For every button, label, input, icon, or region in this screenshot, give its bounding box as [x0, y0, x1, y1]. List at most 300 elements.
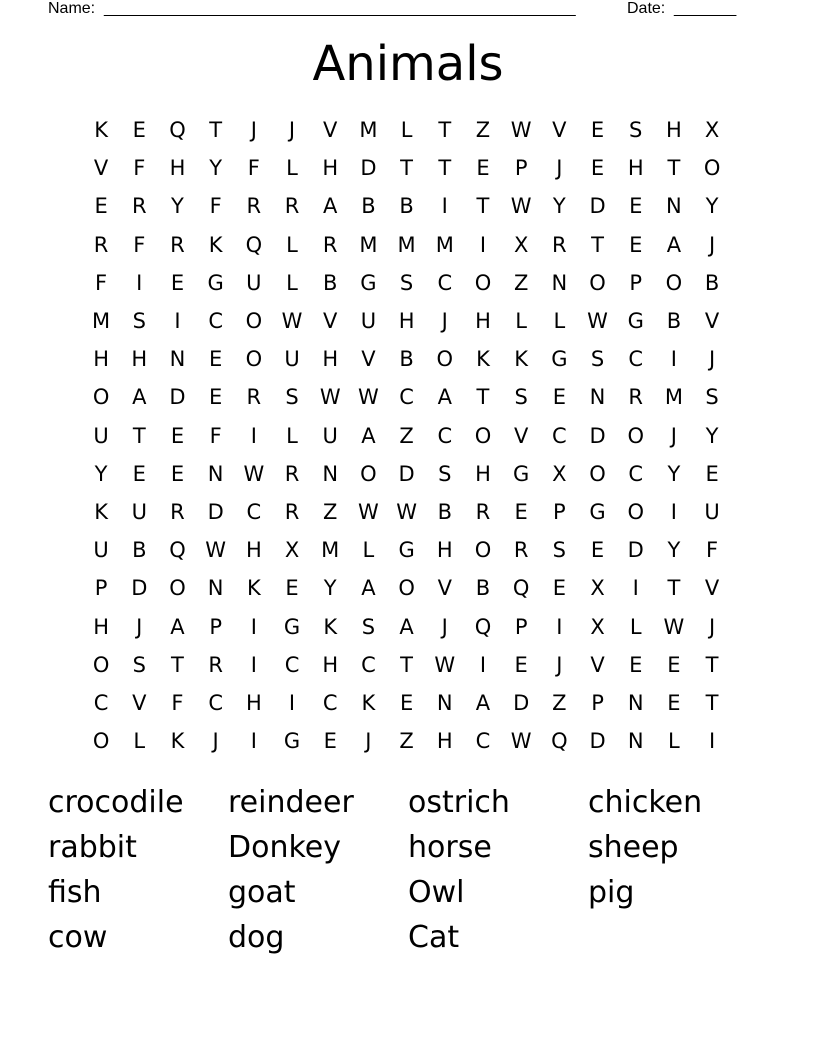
- word-list-item: rabbit: [48, 830, 137, 865]
- grid-letter[interactable]: O: [474, 423, 492, 448]
- grid-letter[interactable]: N: [627, 690, 644, 715]
- grid-letter[interactable]: O: [245, 347, 263, 372]
- grid-letter[interactable]: C: [361, 652, 376, 677]
- grid-letter[interactable]: F: [209, 194, 222, 219]
- grid-letter[interactable]: T: [705, 652, 719, 677]
- grid-letter[interactable]: K: [323, 614, 338, 639]
- grid-letter[interactable]: I: [136, 270, 143, 295]
- grid-letter[interactable]: M: [321, 538, 340, 563]
- grid-letter[interactable]: A: [437, 385, 452, 410]
- grid-letter[interactable]: S: [438, 461, 452, 486]
- grid-letter[interactable]: F: [209, 423, 222, 448]
- grid-letter[interactable]: O: [589, 461, 606, 486]
- grid-letter[interactable]: C: [93, 690, 109, 715]
- grid-letter[interactable]: W: [663, 614, 685, 639]
- grid-letter[interactable]: T: [705, 690, 719, 715]
- grid-letter[interactable]: J: [708, 232, 716, 257]
- grid-letter[interactable]: I: [250, 729, 257, 754]
- grid-letter[interactable]: U: [131, 499, 147, 524]
- grid-letter[interactable]: T: [667, 156, 681, 181]
- grid-letter[interactable]: K: [476, 347, 490, 372]
- grid-letter[interactable]: V: [323, 118, 338, 143]
- grid-letter[interactable]: B: [361, 194, 376, 219]
- grid-letter[interactable]: J: [365, 729, 372, 754]
- grid-letter[interactable]: O: [398, 576, 415, 601]
- grid-letter[interactable]: I: [441, 194, 448, 219]
- grid-letter[interactable]: R: [170, 232, 185, 257]
- grid-letter[interactable]: H: [131, 347, 148, 372]
- grid-letter[interactable]: P: [209, 614, 222, 639]
- grid-letter[interactable]: H: [169, 156, 186, 181]
- grid-letter[interactable]: C: [628, 347, 644, 372]
- grid-letter[interactable]: C: [208, 309, 223, 334]
- grid-letter[interactable]: J: [708, 347, 716, 372]
- grid-letter[interactable]: B: [704, 270, 720, 295]
- grid-letter[interactable]: R: [246, 194, 262, 219]
- grid-letter[interactable]: O: [360, 461, 377, 486]
- grid-letter[interactable]: J: [556, 156, 563, 181]
- grid-letter[interactable]: E: [629, 652, 643, 677]
- grid-letter[interactable]: C: [437, 423, 453, 448]
- grid-letter[interactable]: L: [400, 118, 413, 143]
- grid-letter[interactable]: J: [212, 729, 219, 754]
- grid-letter[interactable]: R: [284, 194, 300, 219]
- grid-letter[interactable]: O: [589, 270, 606, 295]
- grid-letter[interactable]: H: [322, 347, 339, 372]
- date-field[interactable]: _______: [674, 0, 737, 17]
- grid-letter[interactable]: N: [666, 194, 682, 219]
- grid-row: [82, 302, 731, 340]
- grid-letter[interactable]: L: [286, 270, 298, 295]
- grid-letter[interactable]: O: [665, 270, 683, 295]
- grid-letter[interactable]: V: [93, 156, 109, 181]
- grid-letter[interactable]: N: [589, 385, 606, 410]
- grid-letter[interactable]: G: [283, 614, 301, 639]
- grid-letter[interactable]: J: [670, 423, 677, 448]
- grid-letter[interactable]: I: [288, 690, 296, 715]
- grid-letter[interactable]: M: [359, 118, 378, 143]
- grid-letter[interactable]: J: [288, 118, 296, 143]
- grid-letter[interactable]: K: [514, 347, 529, 372]
- grid-letter[interactable]: E: [552, 576, 566, 601]
- grid-letter[interactable]: W: [587, 309, 608, 334]
- grid-letter[interactable]: S: [399, 270, 414, 295]
- grid-letter[interactable]: X: [704, 118, 720, 143]
- grid-letter[interactable]: A: [666, 232, 682, 257]
- grid-letter[interactable]: L: [668, 729, 680, 754]
- grid-letter[interactable]: N: [436, 690, 453, 715]
- grid-letter[interactable]: E: [629, 194, 643, 219]
- grid-letter[interactable]: H: [93, 614, 109, 639]
- grid-letter[interactable]: U: [284, 347, 300, 372]
- grid-letter[interactable]: N: [322, 461, 339, 486]
- grid-letter[interactable]: H: [322, 156, 339, 181]
- grid-letter[interactable]: B: [437, 499, 452, 524]
- grid-letter[interactable]: V: [323, 309, 338, 334]
- grid-letter[interactable]: Y: [323, 576, 337, 601]
- grid-letter[interactable]: O: [474, 270, 492, 295]
- grid-letter[interactable]: S: [132, 652, 146, 677]
- grid-letter[interactable]: E: [399, 690, 414, 715]
- grid-letter[interactable]: J: [441, 309, 448, 334]
- grid-letter[interactable]: Q: [551, 729, 568, 754]
- grid-letter[interactable]: E: [170, 461, 185, 486]
- grid-letter[interactable]: H: [398, 309, 415, 334]
- grid-letter[interactable]: O: [92, 652, 110, 677]
- grid-letter[interactable]: P: [514, 156, 528, 181]
- grid-letter[interactable]: I: [708, 729, 716, 754]
- grid-letter[interactable]: Y: [705, 423, 719, 448]
- grid-letter[interactable]: W: [243, 461, 265, 486]
- grid-letter[interactable]: F: [706, 538, 719, 563]
- grid-letter[interactable]: I: [479, 232, 487, 257]
- grid-letter[interactable]: W: [510, 729, 532, 754]
- grid-letter[interactable]: T: [171, 652, 184, 677]
- grid-letter[interactable]: F: [247, 156, 260, 181]
- grid-letter[interactable]: P: [94, 576, 108, 601]
- grid-letter[interactable]: D: [513, 690, 530, 715]
- grid-letter[interactable]: A: [361, 423, 376, 448]
- grid-letter[interactable]: Z: [399, 729, 414, 754]
- grid-row: [82, 340, 731, 378]
- grid-letter[interactable]: W: [281, 309, 303, 334]
- grid-letter[interactable]: L: [286, 156, 298, 181]
- grid-letter[interactable]: C: [399, 385, 414, 410]
- grid-letter[interactable]: A: [361, 576, 376, 601]
- grid-letter[interactable]: B: [323, 270, 338, 295]
- grid-letter[interactable]: U: [360, 309, 377, 334]
- grid-letter[interactable]: P: [591, 690, 604, 715]
- grid-letter[interactable]: W: [358, 385, 379, 410]
- grid-letter[interactable]: V: [513, 423, 529, 448]
- grid-letter[interactable]: Y: [667, 538, 681, 563]
- grid-letter[interactable]: B: [132, 538, 147, 563]
- name-field[interactable]: _____________________________________________________: [104, 0, 576, 17]
- grid-letter[interactable]: I: [250, 614, 257, 639]
- grid-letter[interactable]: G: [551, 347, 568, 372]
- grid-letter[interactable]: X: [552, 461, 567, 486]
- grid-letter[interactable]: W: [510, 194, 532, 219]
- grid-letter[interactable]: V: [590, 652, 605, 677]
- grid-letter[interactable]: G: [513, 461, 530, 486]
- grid-letter[interactable]: D: [627, 538, 644, 563]
- grid-letter[interactable]: M: [359, 232, 378, 257]
- grid-letter[interactable]: H: [93, 347, 109, 372]
- grid-letter[interactable]: E: [476, 156, 490, 181]
- grid-letter[interactable]: G: [207, 270, 224, 295]
- grid-letter[interactable]: K: [170, 729, 185, 754]
- grid-letter[interactable]: O: [627, 499, 644, 524]
- grid-letter[interactable]: L: [629, 614, 642, 639]
- grid-letter[interactable]: E: [590, 118, 605, 143]
- grid-letter[interactable]: P: [514, 614, 528, 639]
- grid-row: [82, 607, 731, 645]
- grid-letter[interactable]: H: [245, 538, 262, 563]
- grid-letter[interactable]: D: [169, 385, 186, 410]
- grid-letter[interactable]: A: [170, 614, 185, 639]
- word-list-item: horse: [408, 830, 492, 865]
- grid-letter[interactable]: E: [285, 576, 299, 601]
- grid-letter[interactable]: L: [286, 423, 298, 448]
- grid-letter[interactable]: E: [514, 652, 528, 677]
- grid-letter[interactable]: T: [400, 652, 413, 677]
- grid-letter[interactable]: D: [207, 499, 224, 524]
- grid-letter[interactable]: G: [398, 538, 415, 563]
- grid-letter[interactable]: Y: [209, 156, 223, 181]
- grid-letter[interactable]: O: [169, 576, 186, 601]
- grid-letter[interactable]: T: [667, 576, 681, 601]
- grid-letter[interactable]: G: [589, 499, 606, 524]
- grid-letter[interactable]: W: [396, 499, 417, 524]
- grid-letter[interactable]: Z: [513, 270, 529, 295]
- grid-letter[interactable]: T: [476, 194, 490, 219]
- grid-letter[interactable]: E: [705, 461, 719, 486]
- grid-letter[interactable]: E: [132, 461, 146, 486]
- grid-letter[interactable]: F: [133, 232, 146, 257]
- grid-letter[interactable]: W: [319, 385, 341, 410]
- grid-letter[interactable]: H: [436, 538, 453, 563]
- grid-letter[interactable]: M: [397, 232, 416, 257]
- grid-letter[interactable]: I: [556, 614, 563, 639]
- grid-letter[interactable]: U: [93, 423, 109, 448]
- grid-letter[interactable]: I: [632, 576, 639, 601]
- grid-row: [82, 149, 731, 187]
- grid-letter[interactable]: Z: [552, 690, 567, 715]
- grid-letter[interactable]: D: [589, 194, 606, 219]
- grid-letter[interactable]: H: [627, 156, 644, 181]
- grid-letter[interactable]: E: [667, 690, 681, 715]
- grid-letter[interactable]: S: [514, 385, 528, 410]
- grid-letter[interactable]: S: [361, 614, 376, 639]
- grid-letter[interactable]: R: [322, 232, 338, 257]
- grid-letter[interactable]: T: [400, 156, 413, 181]
- grid-letter[interactable]: C: [552, 423, 567, 448]
- grid-letter[interactable]: V: [552, 118, 567, 143]
- grid-letter[interactable]: Y: [94, 461, 108, 486]
- grid-letter[interactable]: C: [322, 690, 338, 715]
- grid-letter[interactable]: Q: [512, 576, 530, 601]
- grid-letter[interactable]: H: [475, 309, 491, 334]
- grid-letter[interactable]: X: [590, 614, 605, 639]
- grid-letter[interactable]: R: [246, 385, 262, 410]
- grid-letter[interactable]: O: [245, 309, 263, 334]
- grid-letter[interactable]: Y: [667, 461, 681, 486]
- grid-letter[interactable]: S: [132, 309, 146, 334]
- grid-letter[interactable]: W: [205, 538, 227, 563]
- grid-letter[interactable]: N: [551, 270, 568, 295]
- grid-row: [82, 646, 731, 684]
- grid-row: [82, 455, 731, 493]
- grid-letter[interactable]: W: [434, 652, 456, 677]
- grid-letter[interactable]: T: [438, 156, 452, 181]
- grid-letter[interactable]: H: [666, 118, 682, 143]
- grid-letter[interactable]: L: [515, 309, 527, 334]
- grid-letter[interactable]: P: [629, 270, 643, 295]
- grid-letter[interactable]: T: [476, 385, 490, 410]
- grid-letter[interactable]: Y: [171, 194, 184, 219]
- grid-letter[interactable]: M: [664, 385, 683, 410]
- grid-letter[interactable]: X: [513, 232, 529, 257]
- grid-letter[interactable]: B: [399, 194, 414, 219]
- grid-letter[interactable]: E: [94, 194, 108, 219]
- grid-letter[interactable]: R: [93, 232, 109, 257]
- grid-letter[interactable]: I: [670, 347, 677, 372]
- grid-letter[interactable]: S: [705, 385, 719, 410]
- grid-letter[interactable]: C: [284, 652, 300, 677]
- grid-letter[interactable]: V: [361, 347, 376, 372]
- grid-letter[interactable]: B: [399, 347, 414, 372]
- grid-letter[interactable]: R: [170, 499, 185, 524]
- grid-letter[interactable]: J: [708, 614, 716, 639]
- grid-letter[interactable]: P: [553, 499, 566, 524]
- grid-letter[interactable]: E: [552, 385, 566, 410]
- grid-letter[interactable]: V: [437, 576, 452, 601]
- grid-letter[interactable]: F: [171, 690, 184, 715]
- grid-letter[interactable]: W: [510, 118, 532, 143]
- grid-letter[interactable]: W: [358, 499, 379, 524]
- grid-letter[interactable]: G: [360, 270, 377, 295]
- grid-letter[interactable]: R: [284, 461, 300, 486]
- grid-letter[interactable]: X: [590, 576, 605, 601]
- grid-letter[interactable]: D: [589, 423, 606, 448]
- grid-letter[interactable]: Z: [475, 118, 491, 143]
- grid-letter[interactable]: S: [590, 347, 605, 372]
- grid-letter[interactable]: D: [360, 156, 377, 181]
- grid-letter[interactable]: O: [92, 729, 110, 754]
- grid-letter[interactable]: T: [438, 118, 452, 143]
- grid-letter[interactable]: S: [285, 385, 299, 410]
- grid-letter[interactable]: K: [208, 232, 223, 257]
- grid-letter[interactable]: D: [398, 461, 415, 486]
- grid-letter[interactable]: V: [132, 690, 147, 715]
- grid-letter[interactable]: T: [209, 118, 223, 143]
- grid-letter[interactable]: H: [245, 690, 262, 715]
- grid-letter[interactable]: F: [133, 156, 146, 181]
- grid-letter[interactable]: R: [131, 194, 147, 219]
- grid-letter[interactable]: Q: [169, 118, 186, 143]
- grid-letter[interactable]: E: [629, 232, 643, 257]
- grid-letter[interactable]: E: [170, 270, 185, 295]
- grid-letter[interactable]: H: [475, 461, 491, 486]
- grid-letter[interactable]: G: [627, 309, 644, 334]
- grid-letter[interactable]: E: [209, 347, 223, 372]
- grid-letter[interactable]: U: [322, 423, 338, 448]
- grid-letter[interactable]: E: [514, 499, 528, 524]
- grid-letter[interactable]: L: [362, 538, 375, 563]
- grid-letter[interactable]: F: [95, 270, 108, 295]
- grid-letter[interactable]: N: [207, 461, 224, 486]
- grid-letter[interactable]: V: [704, 309, 720, 334]
- grid-letter[interactable]: X: [284, 538, 300, 563]
- grid-letter[interactable]: U: [93, 538, 109, 563]
- grid-letter[interactable]: D: [589, 729, 606, 754]
- grid-letter[interactable]: R: [552, 232, 567, 257]
- grid-letter[interactable]: M: [92, 309, 111, 334]
- grid-letter[interactable]: M: [435, 232, 454, 257]
- grid-letter[interactable]: Q: [169, 538, 186, 563]
- grid-letter[interactable]: A: [132, 385, 147, 410]
- grid-row: [82, 417, 731, 455]
- grid-letter[interactable]: J: [441, 614, 448, 639]
- grid-letter[interactable]: Y: [552, 194, 566, 219]
- grid-letter[interactable]: N: [207, 576, 224, 601]
- grid-letter[interactable]: E: [323, 729, 337, 754]
- grid-letter[interactable]: I: [250, 652, 257, 677]
- grid-letter[interactable]: O: [703, 156, 721, 181]
- grid-letter[interactable]: T: [591, 232, 604, 257]
- grid-letter[interactable]: R: [208, 652, 223, 677]
- grid-letter[interactable]: R: [284, 499, 300, 524]
- grid-letter[interactable]: U: [704, 499, 720, 524]
- grid-letter[interactable]: R: [475, 499, 491, 524]
- grid-letter[interactable]: O: [92, 385, 110, 410]
- grid-letter[interactable]: C: [246, 499, 262, 524]
- grid-letter[interactable]: C: [475, 729, 491, 754]
- grid-letter[interactable]: U: [246, 270, 262, 295]
- grid-letter[interactable]: H: [322, 652, 339, 677]
- grid-letter[interactable]: K: [361, 690, 376, 715]
- grid-letter[interactable]: E: [590, 538, 605, 563]
- grid-letter[interactable]: R: [628, 385, 644, 410]
- grid-letter[interactable]: N: [627, 729, 644, 754]
- grid-letter[interactable]: J: [250, 118, 257, 143]
- grid-letter[interactable]: T: [132, 423, 146, 448]
- grid-letter[interactable]: H: [436, 729, 453, 754]
- grid-letter[interactable]: I: [250, 423, 257, 448]
- grid-letter[interactable]: A: [399, 614, 414, 639]
- grid-letter[interactable]: E: [590, 156, 605, 181]
- grid-letter[interactable]: B: [475, 576, 491, 601]
- grid-letter[interactable]: L: [133, 729, 146, 754]
- grid-letter[interactable]: S: [552, 538, 567, 563]
- grid-letter[interactable]: K: [94, 499, 108, 524]
- grid-letter[interactable]: G: [283, 729, 301, 754]
- grid-letter[interactable]: C: [437, 270, 453, 295]
- grid-letter[interactable]: K: [246, 576, 261, 601]
- grid-letter[interactable]: A: [323, 194, 338, 219]
- grid-letter[interactable]: O: [474, 538, 492, 563]
- grid-letter[interactable]: O: [436, 347, 454, 372]
- grid-letter[interactable]: I: [670, 499, 677, 524]
- grid-letter[interactable]: D: [131, 576, 148, 601]
- grid-letter[interactable]: Q: [474, 614, 492, 639]
- grid-letter[interactable]: E: [667, 652, 681, 677]
- grid-letter[interactable]: K: [94, 118, 108, 143]
- grid-letter[interactable]: I: [479, 652, 487, 677]
- grid-letter[interactable]: B: [666, 309, 682, 334]
- grid-letter[interactable]: Y: [705, 194, 719, 219]
- grid-letter[interactable]: V: [704, 576, 720, 601]
- grid-letter[interactable]: Z: [323, 499, 338, 524]
- grid-letter[interactable]: N: [169, 347, 186, 372]
- grid-letter[interactable]: L: [286, 232, 298, 257]
- grid-letter[interactable]: C: [628, 461, 644, 486]
- grid-letter[interactable]: O: [627, 423, 644, 448]
- grid-letter[interactable]: J: [136, 614, 143, 639]
- grid-letter[interactable]: E: [209, 385, 223, 410]
- grid-letter[interactable]: L: [553, 309, 566, 334]
- grid-letter[interactable]: R: [513, 538, 529, 563]
- grid-letter[interactable]: S: [629, 118, 643, 143]
- grid-letter[interactable]: I: [174, 309, 181, 334]
- grid-letter[interactable]: E: [132, 118, 146, 143]
- grid-letter[interactable]: A: [475, 690, 491, 715]
- grid-letter[interactable]: E: [170, 423, 185, 448]
- grid-letter[interactable]: Z: [399, 423, 414, 448]
- grid-letter[interactable]: Q: [245, 232, 263, 257]
- grid-letter[interactable]: C: [208, 690, 223, 715]
- grid-letter[interactable]: J: [556, 652, 563, 677]
